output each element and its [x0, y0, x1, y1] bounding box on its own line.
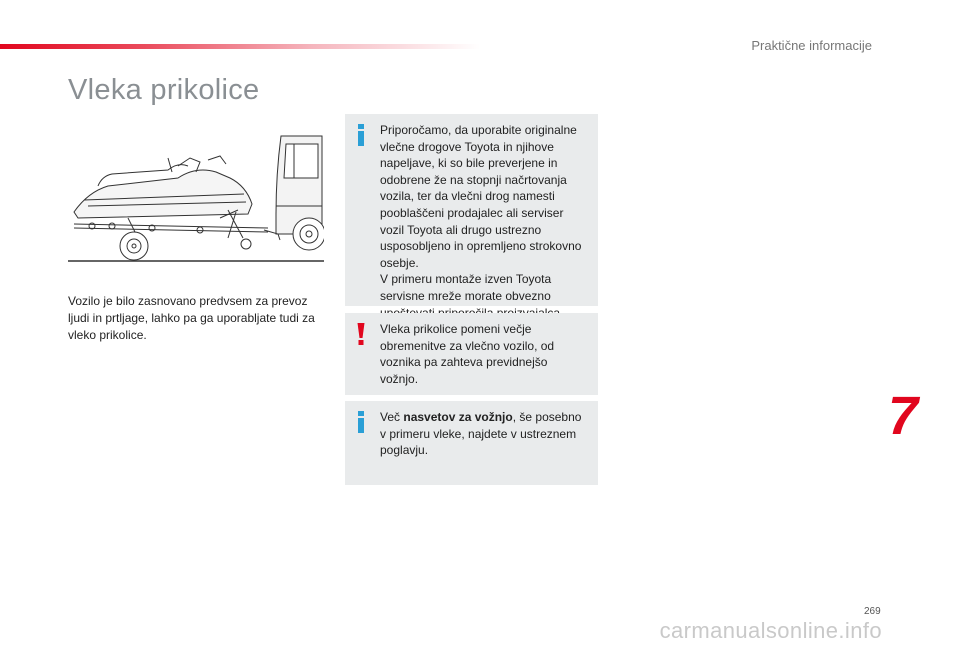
- intro-paragraph: Vozilo je bilo zasnovano predvsem za prevoz ljudi in prtljage, lahko pa ga uporabljate tudi za vleko prikolice.: [68, 294, 315, 342]
- driving-tips-link-text: nasvetov za vožnjo: [403, 410, 513, 424]
- header-accent-bar: [0, 44, 480, 49]
- page-title: Vleka prikolice: [68, 74, 260, 106]
- trailer-jetski-illustration: [68, 114, 324, 266]
- chapter-number: 7: [888, 386, 919, 446]
- section-title: Praktične informacije: [751, 38, 872, 53]
- info-icon: [357, 411, 365, 433]
- page-number: 269: [864, 606, 881, 617]
- info-icon: [357, 124, 365, 146]
- warning-note-box: [345, 313, 598, 395]
- watermark: carmanualsonline.info: [659, 618, 882, 643]
- info-note-box-2: [345, 401, 598, 485]
- info-note-text: Priporočamo, da uporabite originalne vlečne drogove Toyota in njihove napeljave, ki so bile preverjene in odobrene že na stopnji načrtovanja vozila, ter da vlečni drog namesti pooblaščeni prodajalec ali serviser vozil Toyota ali drugo ustrezno usposobljeno in opremljeno strokovno osebje.: [380, 123, 582, 270]
- info-note-text-2: V primeru montaže izven Toyota servisne mreže morate obvezno: [380, 272, 552, 303]
- warning-note-text: Vleka prikolice pomeni večje obremenitve za vlečno vozilo, od voznika pa zahteva previdnejšo vožnjo.: [380, 322, 555, 386]
- warning-icon: [357, 323, 365, 345]
- info-note-box: [345, 114, 598, 306]
- info-note-text-3: Več nasvetov za vožnjo, še posebno v primeru vleke, najdete v ustreznem poglavju.: [380, 410, 582, 458]
